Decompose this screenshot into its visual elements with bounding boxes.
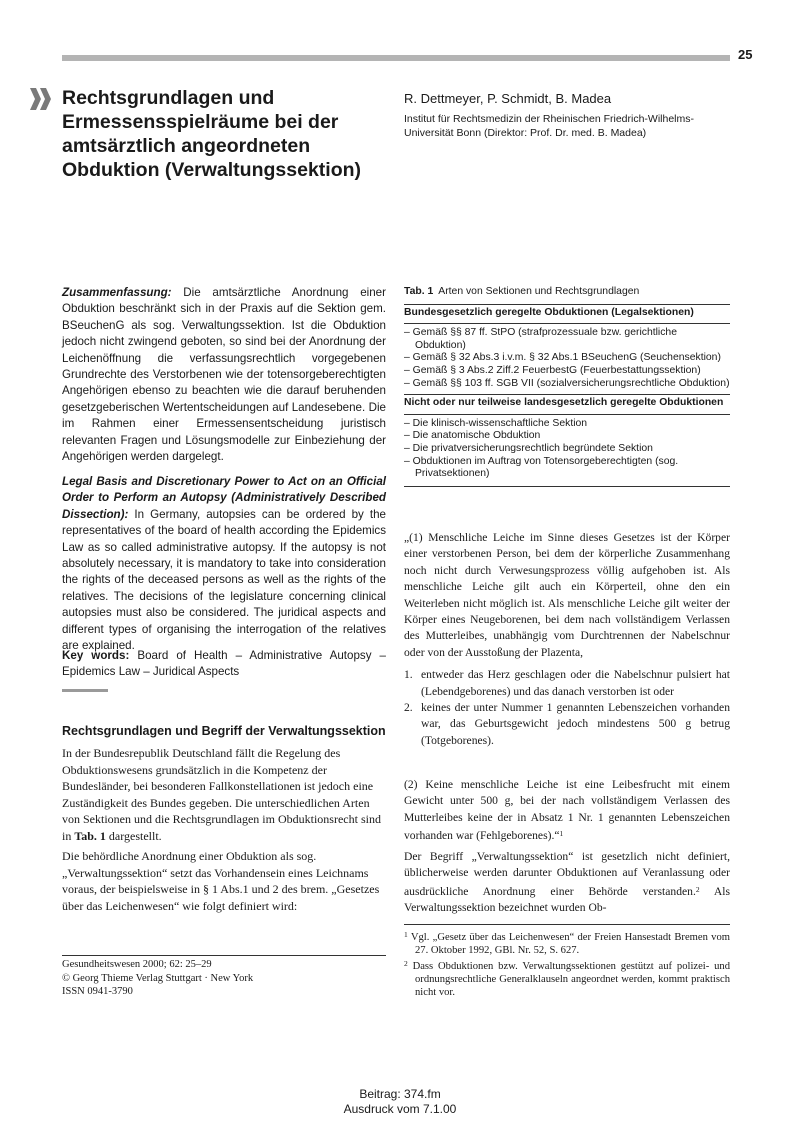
section-paragraph-2 — [62, 848, 386, 914]
authors: R. Dettmeyer, P. Schmidt, B. Madea — [404, 91, 612, 106]
list-text: entweder das Herz geschlagen oder die Nabelschnur pulsiert hat (Lebendgeborenes) und das danach verstorben ist oder — [421, 668, 730, 698]
article-title: Rechtsgrundlagen und Ermessensspielräume bei der amtsärztlich angeordneten Obduktion (Verwaltungssektion) — [62, 87, 362, 181]
header-rule — [62, 55, 730, 61]
list-text: keines der unter Nummer 1 genannten Lebenszeichen vorhanden war, das Geburtsgewicht jedoch mindestens 500 g betrug (Totgeborenes). — [421, 701, 730, 747]
section-paragraph-1-end: dargestellt. — [108, 828, 162, 843]
abstract-english-text: In Germany, autopsies can be ordered by the representatives of the board of health according the Epidemics Law as so called administrative autopsy. If the autopsy is not absolutely necessary, it is mandatory to take into consideration the rights of the deceased persons as well as the rights of the relatives. The decisions of the legislature concerning clinical autopsies must also be considered. The juridical aspects and different types of organising the interrogation of the relatives are explained. — [62, 507, 387, 653]
journal-publisher: © Georg Thieme Verlag Stuttgart · New York — [62, 972, 254, 984]
table-list-item: – Obduktionen im Auftrag von Totensorgeberechtigten (sog. Privatsektionen) — [404, 456, 730, 481]
abstract-german-label: Zusammenfassung: — [62, 286, 172, 299]
section-paragraph-2-text: Die behördliche Anordnung einer Obduktion als sog. „Verwaltungssektion“ setzt das Vorhandensein eines Leichnams voraus, der beispielsweise in § 1 Abs.1 und 2 des brem. „Gesetzes über das Leichenwesen“ wie folgt definiert wird: — [62, 849, 380, 913]
journal-citation: Gesundheitswesen 2000; 62: 25–29 — [62, 959, 212, 970]
body-paragraph-text: Der Begriff „Verwaltungssektion“ ist gesetzlich nicht definiert, üblicherweise werden darunter Obduktionen auf Veranlassung oder ausdrückliche Anordnung einer Behörde verstanden. — [404, 850, 730, 898]
print-footer — [0, 1087, 800, 1117]
table-reference-link[interactable]: Tab. 1 — [74, 828, 106, 843]
abstract-german-text: Die amtsärztliche Anordnung einer Obduktion beschränkt sich in der Praxis auf die Sektion gem. BSeuchenG als sog. Verwaltungssektion. Ist die Obduktion jedoch nicht zwingend geboten, so sind bei der Anordnung der Leichenöffnung die verfassungsrechtlich vorgegebenen Grundrechte des Verstorbenen wie der totensorgeberechtigten Angehörigen ebenso zu beachten wie die darauf beruhenden gesetzgeberischen Wertentscheidungen auf Landesebene. Die im Rahmen einer Ermessensentscheidung juristisch relevanten Fragen und Lösungsmodelle zur Einbeziehung der Angehörigen werden dargelegt. — [62, 286, 386, 464]
law-quote-paragraph-2 — [404, 777, 730, 845]
table-list-item: – Gemäß § 3 Abs.2 Ziff.2 FeuerbestG (Feuerbestattungssektion) — [404, 365, 730, 378]
table-list-item: – Die privatversicherungsrechtlich begründete Sektion — [404, 443, 730, 456]
section-paragraph-1-text: In der Bundesrepublik Deutschland fällt die Regelung des Obduktionswesens grundsätzlich in die Kompetenz der Bundesländer, bei besonderen Fallkonstellationen ist jedoch eine Zuständigkeit des Bundes gegeben. Die unterschiedlichen Arten von Sektionen und die Rechtsgrundlagen im Obduktionsrecht sind in — [62, 746, 381, 843]
print-footer-date: Ausdruck vom 7.1.00 — [343, 1102, 457, 1116]
abstract-german — [62, 285, 386, 465]
table-list-item: – Die klinisch-wissenschaftliche Sektion — [404, 418, 730, 431]
table-bottom-rule — [404, 485, 730, 487]
table-label: Tab. 1 — [404, 286, 434, 297]
body-paragraph-end: Als Verwaltungssektion bezeichnet wurden Ob- — [404, 884, 730, 915]
footnote — [404, 957, 730, 999]
table-section-list — [404, 415, 730, 485]
body-paragraph — [404, 849, 730, 917]
section-heading: Rechtsgrundlagen und Begriff der Verwaltungssektion — [62, 724, 386, 738]
table-section-heading: Bundesgesetzlich geregelte Obduktionen (Legalsektionen) — [404, 304, 730, 325]
table-section-list — [404, 324, 730, 394]
section-paragraph-1 — [62, 745, 386, 845]
list-number: 1. — [404, 668, 413, 682]
footnote-number: 1 — [404, 930, 408, 939]
law-quote-paragraph-2-text: (2) Keine menschliche Leiche ist eine Leibesfrucht mit einem Gewicht unter 500 g, bei der nach vollständigem Verlassen des Mutterleibes keine der in Absatz 1 Nr. 1 genannten Lebenszeichen vorhanden war (Fehlgeborenes).“ — [404, 778, 730, 843]
law-quote-list-item — [404, 667, 730, 700]
affiliation: Institut für Rechtsmedizin der Rheinischen Friedrich-Wilhelms-Universität Bonn (Direktor: Prof. Dr. med. B. Madea) — [404, 113, 695, 139]
footnote-ref-2[interactable]: 2 — [695, 884, 700, 894]
footnote-number: 2 — [404, 959, 408, 968]
table-list-item: – Gemäß § 32 Abs.3 i.v.m. § 32 Abs.1 BSeuchenG (Seuchensektion) — [404, 352, 730, 365]
list-number: 2. — [404, 701, 413, 715]
footnote-text: Vgl. „Gesetz über das Leichenwesen“ der Freien Hansestadt Bremen vom 27. Oktober 1992, GBl. Nr. 52, S. 627. — [410, 932, 730, 956]
law-quote-list — [404, 667, 730, 749]
keywords-label: Key words: — [62, 649, 130, 662]
journal-issn: ISSN 0941-3790 — [62, 986, 133, 997]
table-list-item: – Gemäß §§ 103 ff. SGB VII (sozialversicherungsrechtliche Obduktion) — [404, 378, 730, 391]
abstract-english-label: Legal Basis and Discretionary Power to Act on an Official Order to Perform an Autopsy (Administratively Described Dissection): — [62, 475, 386, 521]
table-caption-text: Arten von Sektionen und Rechtsgrundlagen — [438, 286, 640, 297]
law-quote-paragraph-1: „(1) Menschliche Leiche im Sinne dieses Gesetzes ist der Körper einer verstorbenen Person, bei dem der körperliche Zusammenhang noch nicht durch Verwesungsprozess völlig aufgehoben ist. Als menschliche Leiche gilt auch ein Körperteil, ohne den ein Weiterleben nicht möglich ist. Als menschliche Leiche gilt weiter der Körper eines Neugeborenen, bei dem nach vollständigem Verlassen des Mutterleibes, unabhängig vom Durchtrennen der Nabelschnur oder von der Ausstoßung der Plazenta, — [404, 531, 730, 659]
footnotes — [404, 924, 730, 999]
journal-info — [62, 955, 386, 999]
double-chevron-icon — [30, 88, 52, 110]
page-number: 25 — [738, 47, 753, 62]
law-quote — [404, 530, 730, 749]
keywords — [62, 648, 386, 681]
abstract-english — [62, 474, 386, 654]
footnote-text: Dass Obduktionen bzw. Verwaltungssektionen gestützt auf polizei- und ordnungsrechtliche Generalklauseln angeordnet werden, kommt praktisch nicht vor. — [412, 961, 730, 998]
table-caption — [404, 286, 730, 299]
table-list-item: – Gemäß §§ 87 ff. StPO (strafprozessuale bzw. gerichtliche Obduktion) — [404, 327, 730, 352]
table-1 — [404, 286, 730, 487]
footnote-ref-1[interactable]: 1 — [559, 829, 564, 839]
keywords-text: Board of Health – Administrative Autopsy – Epidemics Law – Juridical Aspects — [62, 649, 386, 679]
section-divider — [62, 689, 108, 692]
table-list-item: – Die anatomische Obduktion — [404, 430, 730, 443]
print-footer-file: Beitrag: 374.fm — [359, 1087, 441, 1101]
table-section-heading: Nicht oder nur teilweise landesgesetzlich geregelte Obduktionen — [404, 394, 730, 415]
footnote — [404, 928, 730, 957]
law-quote-list-item — [404, 700, 730, 749]
